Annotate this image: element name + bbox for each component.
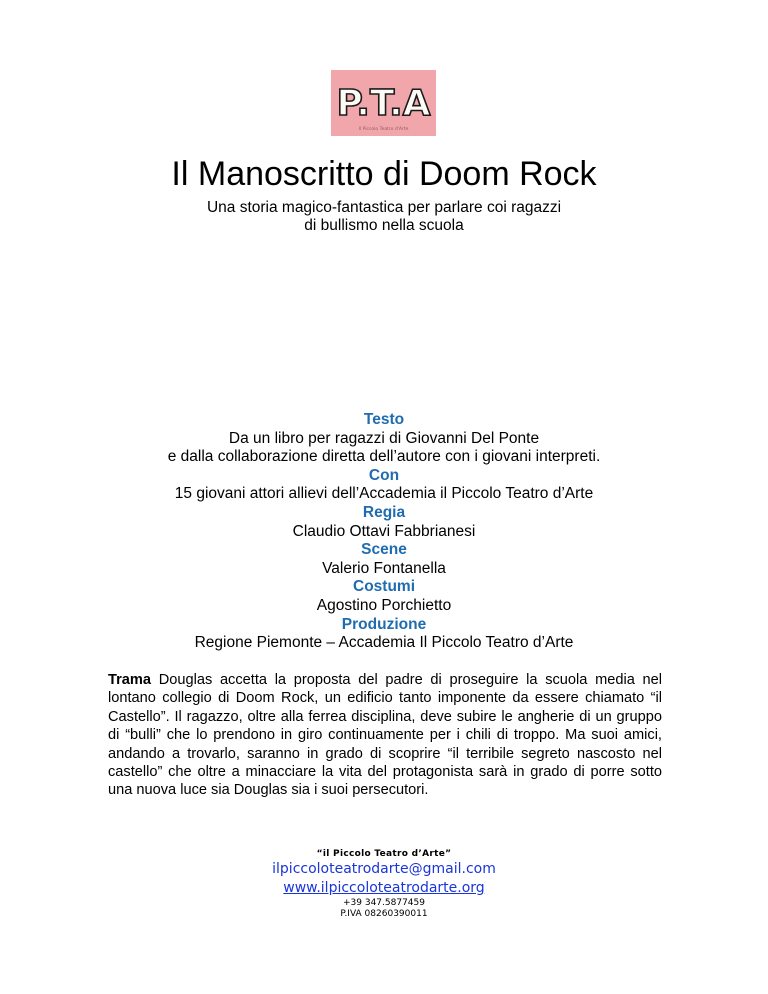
credit-heading-testo: Testo (363, 411, 405, 428)
footer-organization: “il Piccolo Teatro d’Arte” (316, 849, 452, 859)
credit-heading-costumi: Costumi (353, 578, 415, 596)
credit-text-costumi: Agostino Porchietto (316, 596, 452, 614)
pta-logo-graphic (331, 70, 436, 136)
plot-label: Trama (108, 672, 151, 688)
plot-paragraph (108, 671, 662, 800)
credit-heading-produzione: Produzione (341, 615, 427, 633)
credit-heading-regia: Regia (362, 503, 406, 521)
phone-number: +39 347.5877459 (343, 898, 425, 908)
plot-text: Douglas accetta la proposta del padre di proseguire la scuola media nel lontano collegio di Doom Rock, un edificio tanto imponente da essere chiamato “il Castello”. Il ragazzo, oltre alla ferrea disciplina, deve subire le angherie di un gruppo di “bulli” che lo prendono in giro continuamente per i chili di troppo. Ma suoi amici, andando a trovarlo, saranno in grado di scoprire “il terribile segreto nascosto nel castello” che oltre a minacciare la vita del protagonista sarà in grado di porre sotto una nuova luce sia Douglas sia i suoi persecutori. (108, 672, 662, 799)
credit-text-scene: Valerio Fontanella (322, 559, 446, 577)
credit-text-testo: Da un libro per ragazzi di Giovanni Del Ponte (228, 429, 540, 447)
credits-section (0, 411, 768, 653)
credit-text-produzione: Regione Piemonte – Accademia Il Piccolo Teatro d’Arte (194, 634, 574, 652)
credit-heading-scene: Scene (361, 541, 407, 559)
credit-text-con: 15 giovani attori allievi dell’Accademia il Piccolo Teatro d’Arte (174, 485, 594, 503)
credit-text-testo: e dalla collaborazione diretta dell’autore con i giovani interpreti. (167, 448, 601, 466)
footer-contacts (0, 848, 768, 920)
logo-tagline: Il Piccolo Teatro d'Arte (358, 127, 409, 132)
logo-letters: P.T.A (336, 83, 431, 124)
subtitle-line: di bullismo nella scuola (304, 217, 464, 234)
page-title: Il Manoscritto di Doom Rock (171, 155, 597, 193)
website-link[interactable]: www.ilpiccoloteatrodarte.org (283, 880, 485, 896)
credit-text-regia: Claudio Ottavi Fabbrianesi (292, 522, 476, 540)
credit-heading-con: Con (368, 466, 400, 484)
vat-number: P.IVA 08260390011 (340, 909, 428, 919)
email-link[interactable]: ilpiccoloteatrodarte@gmail.com (272, 861, 496, 877)
subtitle-line: Una storia magico-fantastica per parlare coi ragazzi (206, 199, 562, 216)
pta-logo (331, 70, 436, 136)
subtitle (0, 199, 768, 235)
